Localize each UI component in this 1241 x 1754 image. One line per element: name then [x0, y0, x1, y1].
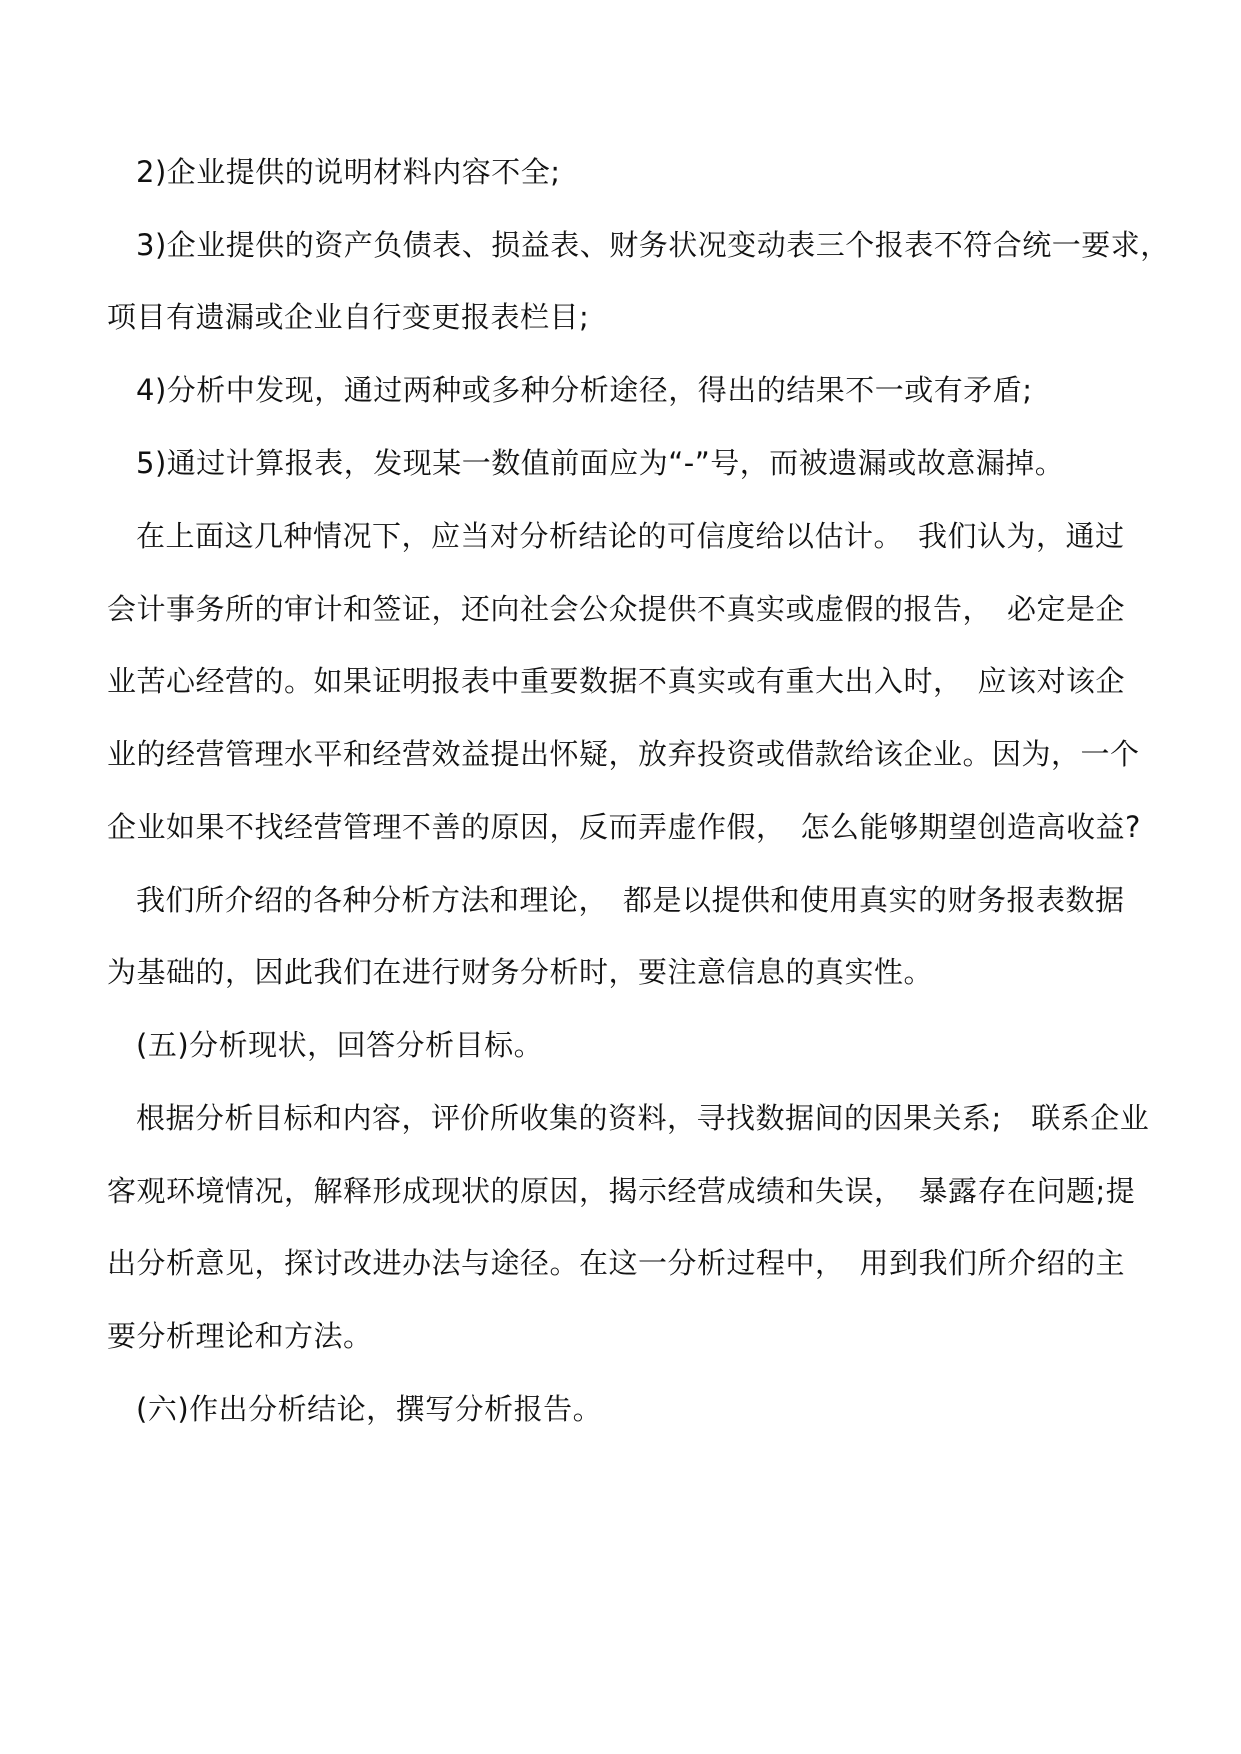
text-line: 为基础的，因此我们在进行财务分析时，要注意信息的真实性。 [107, 955, 934, 989]
text-line: 4)分析中发现，通过两种或多种分析途径，得出的结果不一或有矛盾; [136, 373, 1033, 407]
text-line: 出分析意见，探讨改进办法与途径。在这一分析过程中， 用到我们所介绍的主 [107, 1246, 1126, 1280]
text-line: 项目有遗漏或企业自行变更报表栏目; [107, 300, 590, 334]
text-line: 业的经营管理水平和经营效益提出怀疑，放弃投资或借款给该企业。因为，一个 [107, 737, 1140, 771]
text-line: 业苦心经营的。如果证明报表中重要数据不真实或有重大出入时， 应该对该企 [107, 664, 1126, 698]
text-line: 3)企业提供的资产负债表、损益表、财务状况变动表三个报表不符合统一要求， [136, 228, 1170, 262]
text-line: 5)通过计算报表，发现某一数值前面应为“-”号，而被遗漏或故意漏掉。 [136, 446, 1065, 480]
text-line: 2)企业提供的说明材料内容不全; [136, 155, 561, 189]
text-line: 我们所介绍的各种分析方法和理论， 都是以提供和使用真实的财务报表数据 [136, 883, 1125, 917]
text-line: 在上面这几种情况下，应当对分析结论的可信度给以估计。 我们认为，通过 [136, 519, 1125, 553]
text-line: 根据分析目标和内容，评价所收集的资料，寻找数据间的因果关系; 联系企业 [136, 1101, 1150, 1135]
text-line: 客观环境情况，解释形成现状的原因，揭示经营成绩和失误， 暴露存在问题;提 [107, 1174, 1136, 1208]
text-line: 企业如果不找经营管理不善的原因，反而弄虚作假， 怎么能够期望创造高收益? [107, 810, 1141, 844]
text-line: 要分析理论和方法。 [107, 1319, 373, 1353]
section-heading: (五)分析现状，回答分析目标。 [136, 1028, 544, 1062]
section-heading: (六)作出分析结论，撰写分析报告。 [136, 1392, 603, 1426]
text-line: 会计事务所的审计和签证，还向社会公众提供不真实或虚假的报告， 必定是企 [107, 592, 1126, 626]
